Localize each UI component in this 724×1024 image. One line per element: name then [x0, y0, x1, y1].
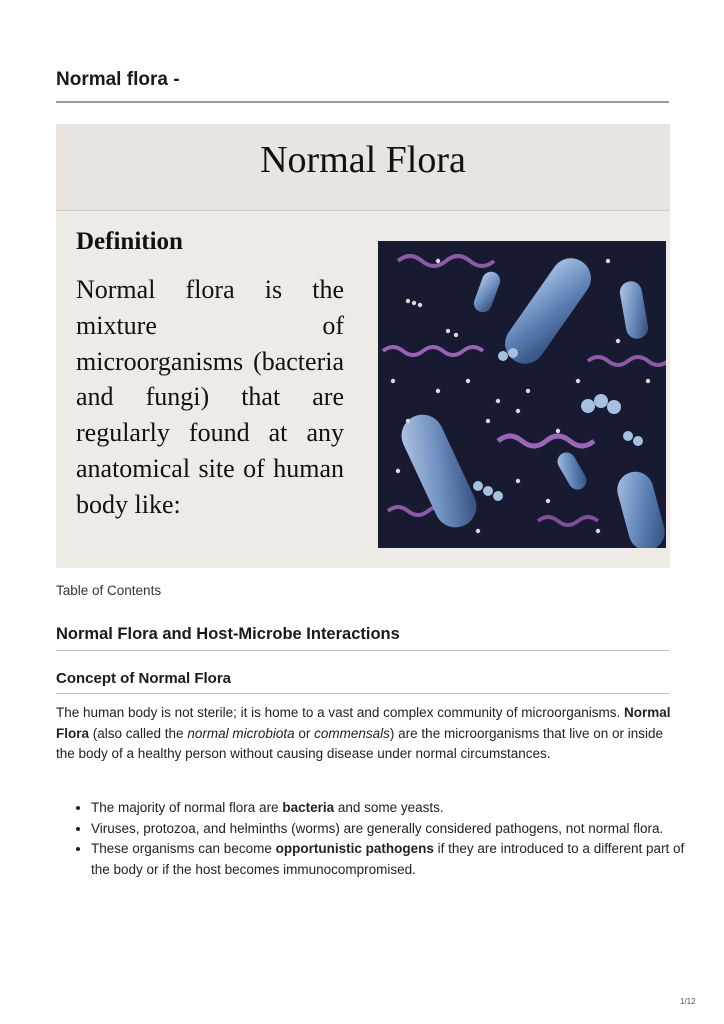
microorganism-micrograph — [378, 241, 666, 548]
definition-or: or — [294, 725, 315, 741]
section-divider — [56, 650, 669, 651]
title-divider — [56, 101, 669, 103]
alt-term-microbiota: normal microbiota — [187, 725, 295, 741]
normal-flora-term: Normal Flora — [56, 705, 671, 741]
slide-image-banner — [56, 124, 670, 568]
intro-paragraph — [56, 703, 671, 765]
list-item: • Viruses, protozoa, and helminths (worms) are generally considered pathogens, not normal flora. — [91, 819, 691, 840]
page-number: 1/12 — [680, 997, 696, 1006]
section-heading: Normal Flora and Host-Microbe Interactions — [56, 625, 400, 643]
list-item: • These organisms can become opportunistic pathogens if they are introduced to a different part of the body or if the host becomes immunocompromised. — [91, 839, 691, 880]
slide-title: Normal Flora — [260, 139, 466, 181]
subsection-divider — [56, 693, 669, 694]
subsection-heading: Concept of Normal Flora — [56, 670, 232, 687]
slide-subtitle: Definition — [76, 228, 183, 255]
table-of-contents-toggle[interactable]: Table of Contents — [56, 583, 162, 598]
list-item: • The majority of normal flora are bacteria and some yeasts. — [91, 798, 691, 819]
normal-flora-bullet-list — [56, 798, 691, 880]
intro-sentence: The human body is not sterile; it is home to a vast and complex community of microorganisms. — [56, 705, 621, 720]
definition-part-1: (also called the — [89, 725, 188, 741]
alt-term-commensals: commensals — [314, 725, 390, 741]
slide-definition-text: Normal flora is the mixture of microorganisms (bacteria and fungi) that are regularly found at any anatomical site of human body like: — [76, 275, 344, 519]
definition-part-2: ) are the microorganisms that live on or inside the body of a healthy person without causing disease under normal circumstances. — [56, 725, 664, 761]
page-title: Normal flora - — [56, 69, 180, 90]
